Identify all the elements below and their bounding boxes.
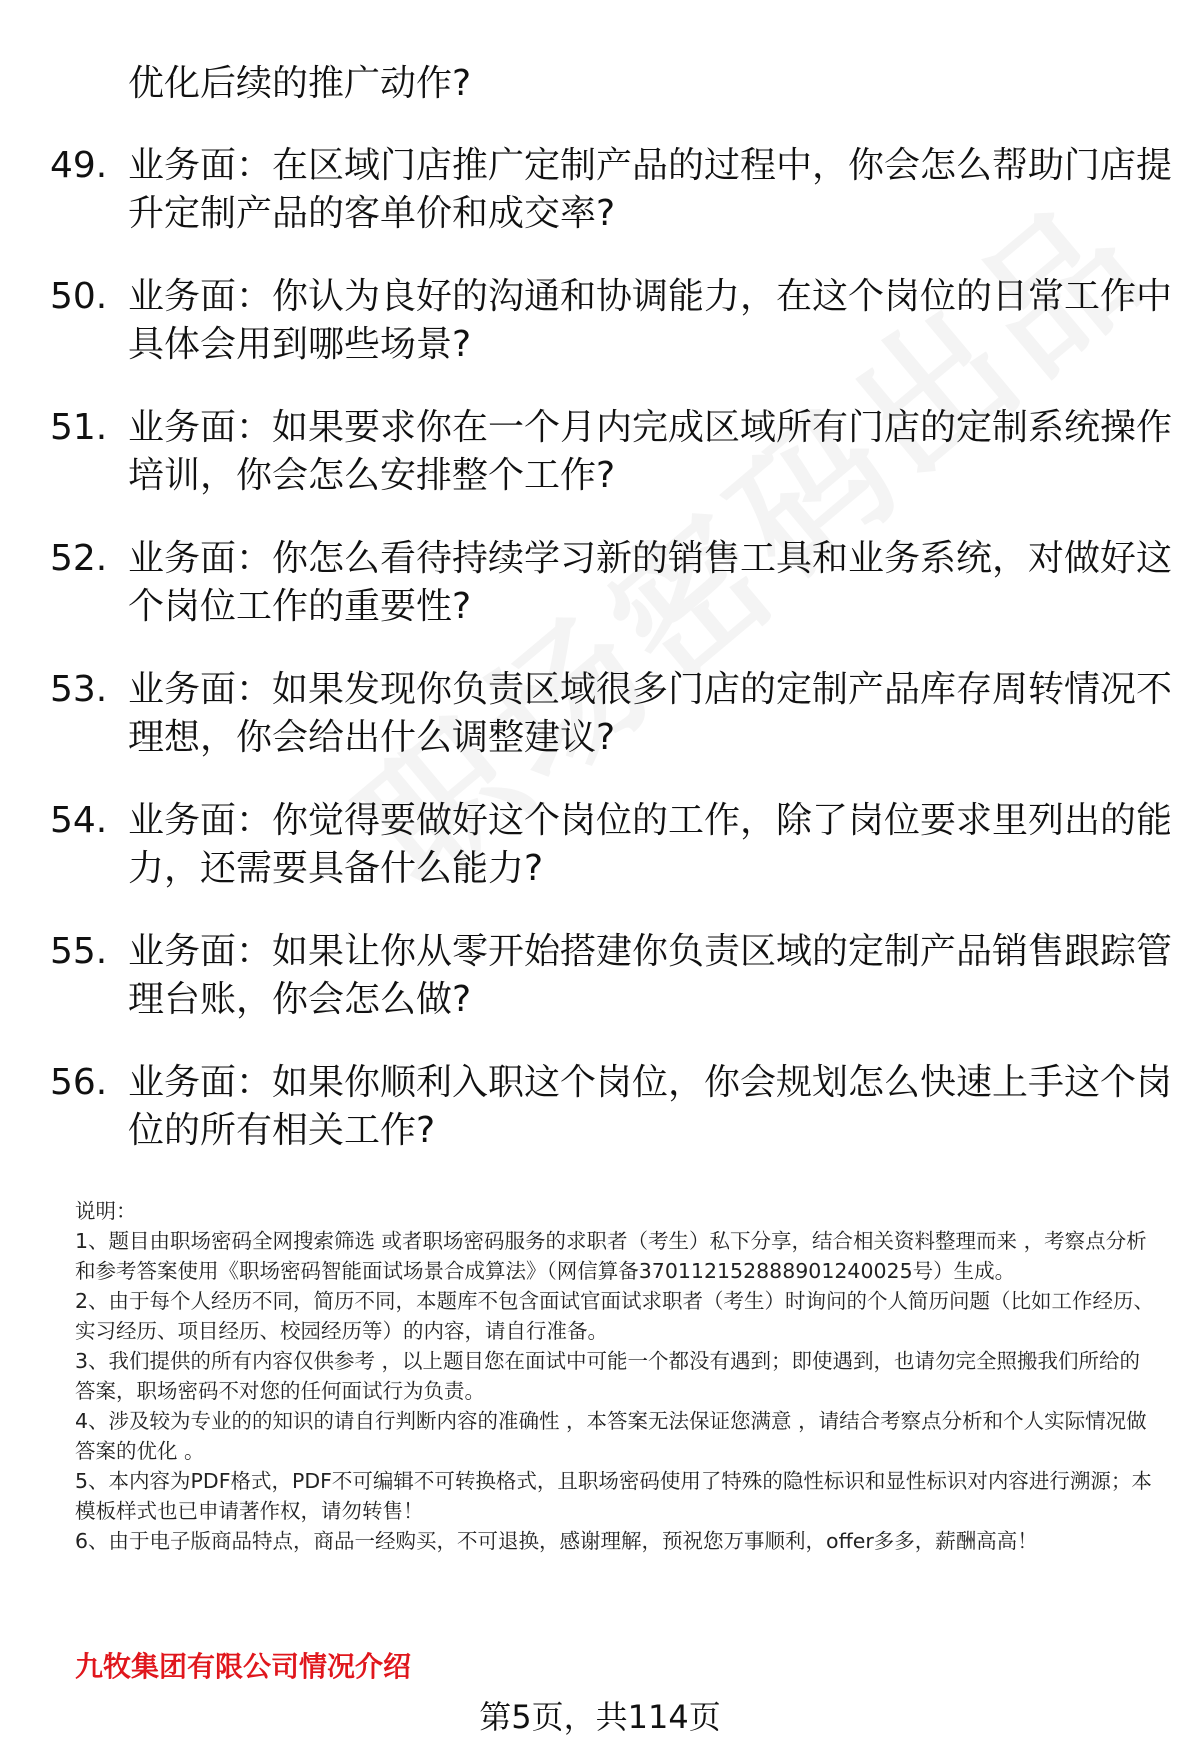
note-item: 3、我们提供的所有内容仅供参考 ，以上题目您在面试中可能一个都没有遇到；即使遇到，也请勿完全照搬我们所给的答案，职场密码不对您的任何面试行为负责。 [75, 1349, 1141, 1403]
question-item [50, 1059, 1173, 1190]
question-item [50, 928, 1173, 1059]
question-number: 52. [50, 538, 108, 579]
question-number: 54. [50, 800, 108, 841]
footer-company-title: 九牧集团有限公司情况介绍 [75, 1650, 412, 1683]
question-text: 业务面：如果要求你在一个月内完成区域所有门店的定制系统操作培训，你会怎么安排整个工作? [128, 407, 1173, 496]
question-item [50, 273, 1173, 404]
question-text: 业务面：你认为良好的沟通和协调能力，在这个岗位的日常工作中具体会用到哪些场景? [128, 276, 1173, 365]
question-text: 业务面：如果你顺利入职这个岗位，你会规划怎么快速上手这个岗位的所有相关工作? [128, 1062, 1173, 1151]
question-number: 53. [50, 669, 108, 710]
notes-title: 说明： [75, 1199, 137, 1223]
question-item [50, 666, 1173, 797]
question-text: 业务面：你怎么看待持续学习新的销售工具和业务系统，对做好这个岗位工作的重要性? [128, 538, 1173, 627]
question-number: 50. [50, 276, 108, 317]
question-text: 业务面：在区域门店推广定制产品的过程中，你会怎么帮助门店提升定制产品的客单价和成交率? [128, 145, 1173, 234]
note-item: 1、题目由职场密码全网搜索筛选 或者职场密码服务的求职者（考生）私下分享，结合相关资料整理而来 ，考察点分析和参考答案使用《职场密码智能面试场景合成算法》（网信算备370112152888901240025号）生成。 [75, 1229, 1147, 1283]
question-item [50, 535, 1173, 666]
question-item [50, 797, 1173, 928]
question-number: 56. [50, 1062, 108, 1103]
notes-section [75, 1196, 1160, 1556]
note-item: 5、本内容为PDF格式，PDF不可编辑不可转换格式，且职场密码使用了特殊的隐性标识和显性标识对内容进行溯源；本模板样式也已申请著作权，请勿转售！ [75, 1469, 1152, 1523]
note-item: 6、由于电子版商品特点，商品一经购买，不可退换，感谢理解，预祝您万事顺利，offer多多，薪酬高高！ [75, 1529, 1038, 1553]
question-number: 51. [50, 407, 108, 448]
question-text: 业务面：你觉得要做好这个岗位的工作，除了岗位要求里列出的能力，还需要具备什么能力? [128, 800, 1173, 889]
question-text: 业务面：如果让你从零开始搭建你负责区域的定制产品销售跟踪管理台账，你会怎么做? [128, 931, 1173, 1020]
question-item [50, 404, 1173, 535]
question-list [50, 142, 1173, 1190]
question-item [50, 142, 1173, 273]
note-item: 2、由于每个人经历不同，简历不同，本题库不包含面试官面试求职者（考生）时询问的个人简历问题（比如工作经历、实习经历、项目经历、校园经历等）的内容，请自行准备。 [75, 1289, 1155, 1343]
question-number: 55. [50, 931, 108, 972]
question-number: 49. [50, 145, 108, 186]
note-item: 4、涉及较为专业的的知识的请自行判断内容的准确性 ，本答案无法保证您满意 ，请结合考察点分析和个人实际情况做答案的优化 。 [75, 1409, 1147, 1463]
page-number: 第5页，共114页 [479, 1698, 721, 1736]
question-text: 业务面：如果发现你负责区域很多门店的定制产品库存周转情况不理想，你会给出什么调整建议? [128, 669, 1173, 758]
question-continuation: 优化后续的推广动作? [128, 63, 472, 104]
